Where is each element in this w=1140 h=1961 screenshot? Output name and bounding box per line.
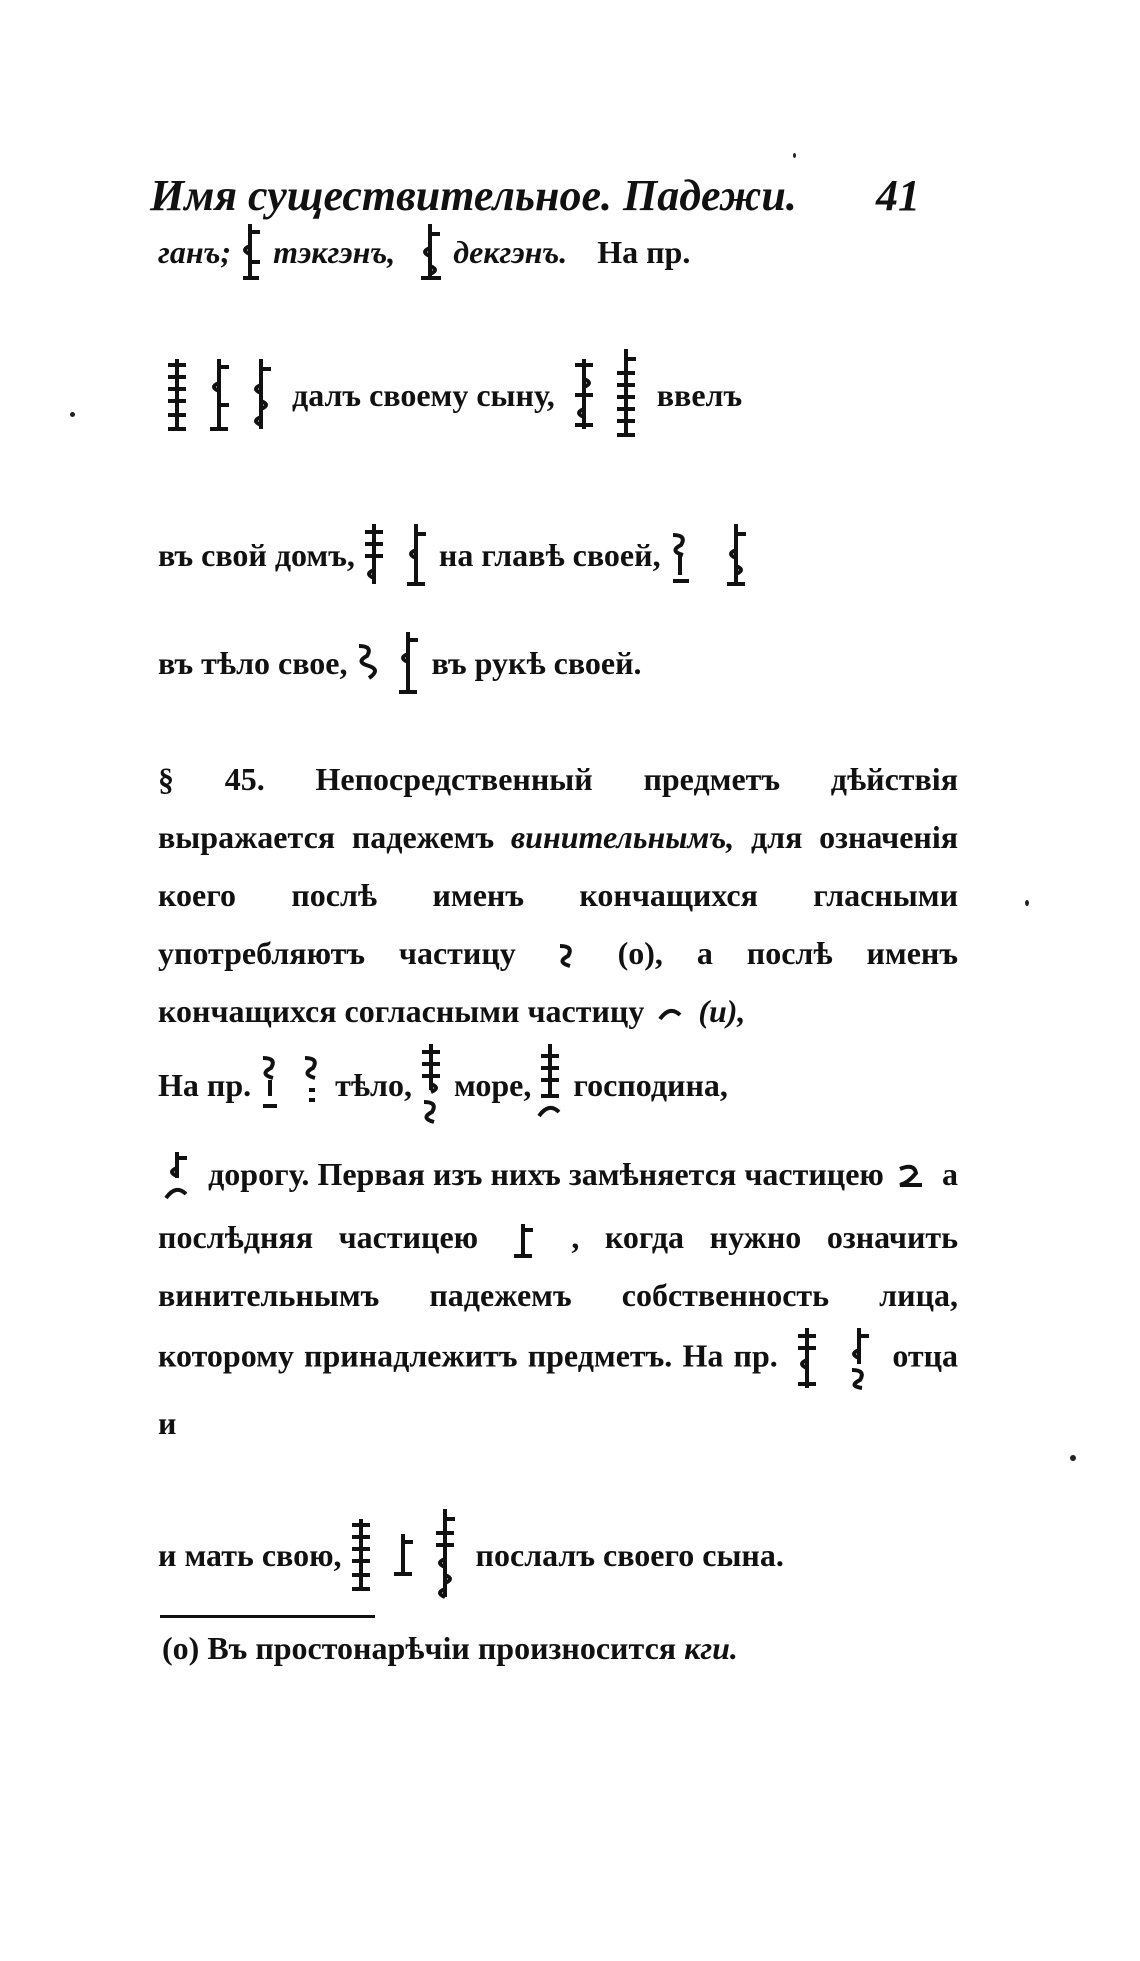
paragraph-text: (и), (698, 993, 746, 1029)
paragraph-text: для означенія коего послѣ именъ кончащихся гласными употребляютъ частицу (158, 819, 959, 971)
text-fragment: море, (454, 1066, 532, 1103)
mongolian-script-icon (162, 1148, 196, 1208)
mongolian-script-icon (665, 525, 699, 585)
page-number: 41 (876, 171, 920, 220)
text-fragment: на главѣ своей, (438, 536, 661, 573)
mongolian-script-icon (255, 1050, 289, 1120)
footnote-italic: кги. (684, 1630, 738, 1666)
text-fragment: На пр. (158, 1066, 252, 1103)
mongolian-script-icon (401, 520, 435, 590)
mongolian-script-icon (204, 355, 238, 435)
paragraph-continuation (158, 1145, 958, 1475)
italic-term: винительнымъ, (510, 819, 735, 855)
mongolian-particle-o-icon (554, 940, 580, 974)
paragraph-text: дорогу. Первая изъ нихъ замѣняется частицею (208, 1156, 884, 1192)
text-line-5 (158, 1040, 958, 1130)
mongolian-script-icon (508, 1220, 542, 1260)
print-speck (793, 153, 796, 158)
footnote-text: Въ простонарѣчіи произносится (207, 1630, 677, 1666)
section-number: § 45. (158, 761, 265, 797)
footnote (162, 1630, 922, 1667)
mongolian-script-icon (359, 520, 393, 590)
mongolian-script-icon (246, 355, 280, 435)
mongolian-script-icon (611, 345, 645, 445)
text-line-3 (158, 520, 958, 590)
paragraph-text: отца и (158, 1337, 959, 1441)
text-fragment: ганъ; (158, 233, 232, 270)
print-speck (1025, 900, 1029, 906)
paragraph-45 (158, 750, 959, 1029)
paragraph-text: , когда нужно означить винительнымъ падежемъ собственность лица, которому принадлежитъ предметъ. На пр. (158, 1218, 959, 1373)
text-line-2 (158, 345, 958, 445)
mongolian-script-icon (430, 1505, 464, 1605)
text-fragment: тѣло, (335, 1066, 412, 1103)
print-speck (1070, 1455, 1076, 1461)
header-title: Имя существительное. Падежи. (150, 171, 797, 220)
text-fragment: ввелъ (656, 376, 743, 413)
text-fragment: въ свой домъ, (158, 536, 355, 573)
mongolian-script-icon (844, 1324, 878, 1394)
text-line-6 (158, 1505, 958, 1605)
mongolian-script-icon (415, 222, 449, 282)
mongolian-script-icon (393, 628, 427, 698)
paragraph-text: (о), а послѣ именъ кончащихся согласными частицу (158, 935, 959, 1029)
running-header (150, 170, 920, 221)
footnote-label: (о) (162, 1630, 200, 1666)
paragraph-text: Непосредственный предметъ дѣйствія выражается падежемъ (158, 761, 959, 855)
text-fragment: далъ своему сыну, (292, 376, 555, 413)
mongolian-script-icon (792, 1324, 826, 1394)
mongolian-script-icon (896, 1161, 930, 1195)
footnote-rule (160, 1615, 375, 1618)
mongolian-script-icon (162, 355, 196, 435)
mongolian-script-icon (351, 638, 385, 688)
text-fragment: въ рукѣ своей. (431, 644, 642, 681)
text-fragment: господина, (573, 1066, 728, 1103)
print-speck (70, 412, 75, 417)
mongolian-script-icon (297, 1050, 331, 1120)
text-fragment: въ тѣло свое, (158, 644, 348, 681)
text-fragment: На пр. (597, 233, 691, 270)
text-line-1 (158, 222, 958, 282)
mongolian-script-icon (416, 1040, 450, 1130)
text-fragment: тэкгэнъ, (273, 233, 396, 270)
text-fragment: послалъ своего сына. (475, 1536, 784, 1573)
mongolian-script-icon (721, 520, 755, 590)
mongolian-script-icon (388, 1530, 422, 1580)
mongolian-particle-i-icon (656, 1005, 686, 1025)
text-line-4 (158, 628, 958, 698)
paragraph-text: а послѣдняя частицею (158, 1156, 959, 1255)
mongolian-script-icon (235, 222, 269, 282)
text-fragment: и мать свою, (158, 1536, 342, 1573)
mongolian-script-icon (535, 1040, 569, 1130)
text-fragment: декгэнъ. (453, 233, 568, 270)
mongolian-script-icon (569, 355, 603, 435)
mongolian-script-icon (346, 1515, 380, 1595)
